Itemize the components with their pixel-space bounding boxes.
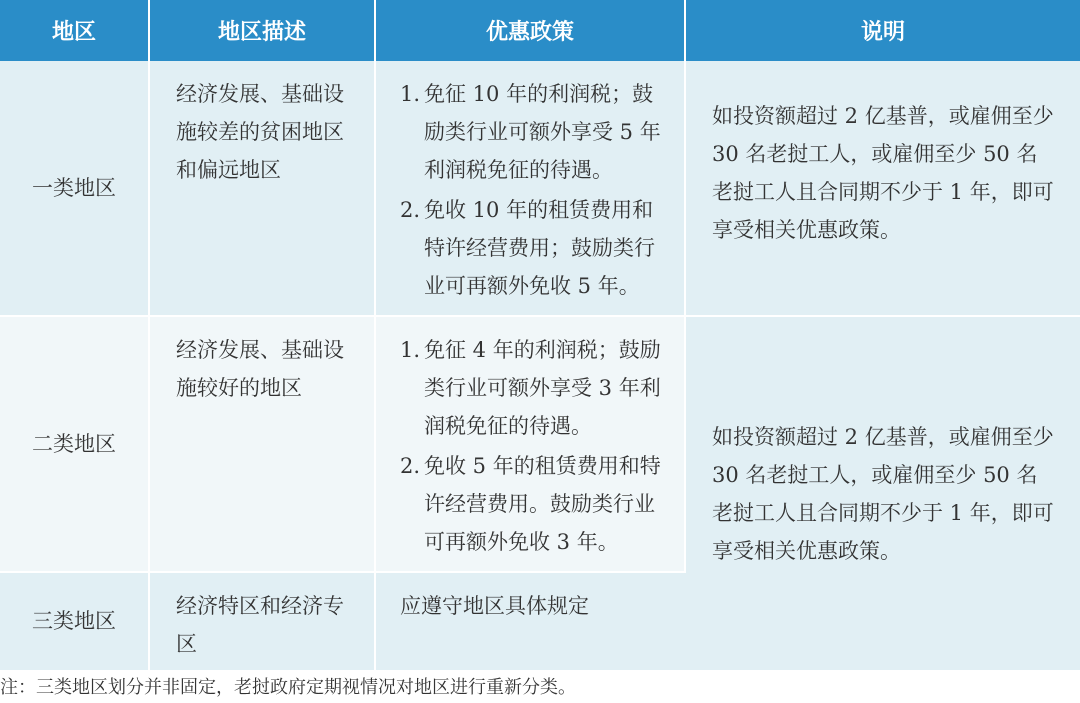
header-explanation: 说明: [685, 0, 1080, 61]
header-region-description: 地区描述: [149, 0, 375, 61]
policy-text-cell: 应遵守地区具体规定: [375, 572, 685, 671]
policy-list-cell: [375, 61, 685, 316]
policy-item: [400, 447, 666, 561]
region-name: 一类地区: [0, 61, 149, 316]
policy-list: [400, 75, 666, 305]
header-region: 地区: [0, 0, 149, 61]
explanation-cell: 如投资额超过 2 亿基普，或雇佣至少 30 名老挝工人，或雇佣至少 50 名老挝工人且合同期不少于 1 年，即可享受相关优惠政策。: [685, 61, 1080, 316]
policy-number: 2.: [400, 454, 421, 479]
policy-text: 免征 4 年的利润税；鼓励类行业可额外享受 3 年利润税免征的待遇。: [424, 338, 661, 439]
policy-text: 免收 5 年的租赁费用和特许经营费用。鼓励类行业可再额外免收 3 年。: [424, 454, 661, 555]
region-name: 三类地区: [0, 572, 149, 671]
policy-list-cell: [375, 316, 685, 571]
region-name: 二类地区: [0, 316, 149, 571]
policy-text: 免征 10 年的利润税；鼓励类行业可额外享受 5 年利润税免征的待遇。: [424, 82, 661, 182]
region-description: 经济发展、基础设施较好的地区: [149, 316, 375, 571]
policy-number: 2.: [400, 198, 421, 222]
table-row: [0, 316, 1080, 571]
policy-number: 1.: [400, 82, 421, 106]
policy-number: 1.: [400, 338, 421, 363]
policy-text: 免收 10 年的租赁费用和特许经营费用；鼓励类行业可再额外免收 5 年。: [424, 198, 655, 298]
policy-item: [400, 331, 666, 445]
policy-list: [400, 331, 666, 561]
table-footnote: 注：三类地区划分并非固定，老挝政府定期视情况对地区进行重新分类。: [0, 677, 576, 698]
region-description: 经济特区和经济专区: [149, 572, 375, 671]
region-description: 经济发展、基础设施较差的贫困地区和偏远地区: [149, 61, 375, 316]
policy-item: [400, 75, 666, 189]
policy-item: [400, 191, 666, 305]
header-preferential-policy: 优惠政策: [375, 0, 685, 61]
table-row: [0, 61, 1080, 316]
explanation-cell: 如投资额超过 2 亿基普，或雇佣至少 30 名老挝工人，或雇佣至少 50 名老挝工人且合同期不少于 1 年，即可享受相关优惠政策。: [685, 316, 1080, 671]
table-header-row: [0, 0, 1080, 61]
